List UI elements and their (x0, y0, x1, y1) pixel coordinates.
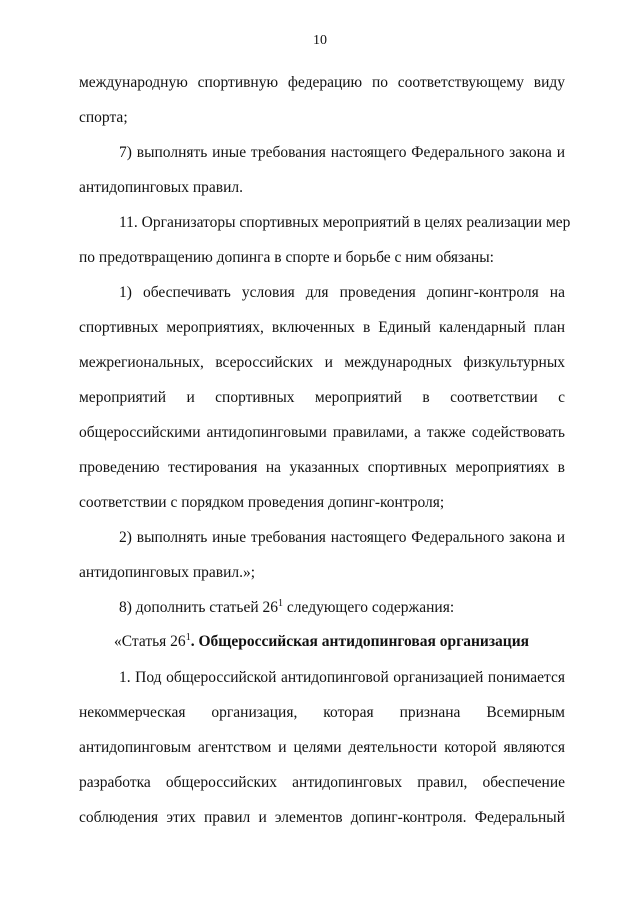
text-line: соблюдения этих правил и элементов допинг-контроля. Федеральный (79, 809, 565, 826)
text-line: антидопинговых правил. (79, 179, 243, 196)
text-line: мероприятий и спортивных мероприятий в соответствии с (79, 389, 565, 406)
text-line: разработка общероссийских антидопинговых правил, обеспечение (79, 774, 565, 791)
text-line: 7) выполнять иные требования настоящего Федерального закона и (119, 144, 565, 161)
text-line: 1) обеспечивать условия для проведения допинг-контроля на (119, 284, 565, 301)
text-line: спортивных мероприятиях, включенных в Единый календарный план (79, 319, 565, 336)
article-heading (114, 632, 565, 652)
text-line: антидопинговых правил.»; (79, 564, 256, 581)
article-prefix: «Статья 26 (114, 633, 186, 650)
article-title: . Общероссийская антидопинговая организация (190, 633, 530, 650)
superscript: 1 (278, 598, 284, 609)
text-line: проведению тестирования на указанных спортивных мероприятиях в (79, 459, 565, 476)
text-line: общероссийскими антидопинговыми правилами, а также содействовать (79, 424, 565, 441)
amendment-text: 8) дополнить статьей 26 (119, 599, 279, 616)
text-line: по предотвращению допинга в спорте и борьбе с ним обязаны: (79, 249, 494, 266)
text-line: 11. Организаторы спортивных мероприятий в целях реализации мер (119, 214, 571, 231)
page-number: 10 (313, 33, 327, 48)
text-line: антидопинговым агентством и целями деятельности которой являются (79, 739, 565, 756)
amendment-text-rest: следующего содержания: (283, 599, 455, 616)
text-line: 2) выполнять иные требования настоящего Федерального закона и (119, 529, 565, 546)
text-line: межрегиональных, всероссийских и международных физкультурных (79, 354, 565, 371)
text-line: соответствии с порядком проведения допинг-контроля; (79, 494, 445, 511)
text-line: некоммерческая организация, которая признана Всемирным (79, 704, 565, 721)
text-line: спорта; (79, 109, 128, 126)
text-line: 1. Под общероссийской антидопинговой организацией понимается (119, 669, 565, 686)
superscript: 1 (185, 632, 191, 643)
amendment-line (119, 598, 565, 618)
text-line: международную спортивную федерацию по соответствующему виду (79, 74, 565, 91)
